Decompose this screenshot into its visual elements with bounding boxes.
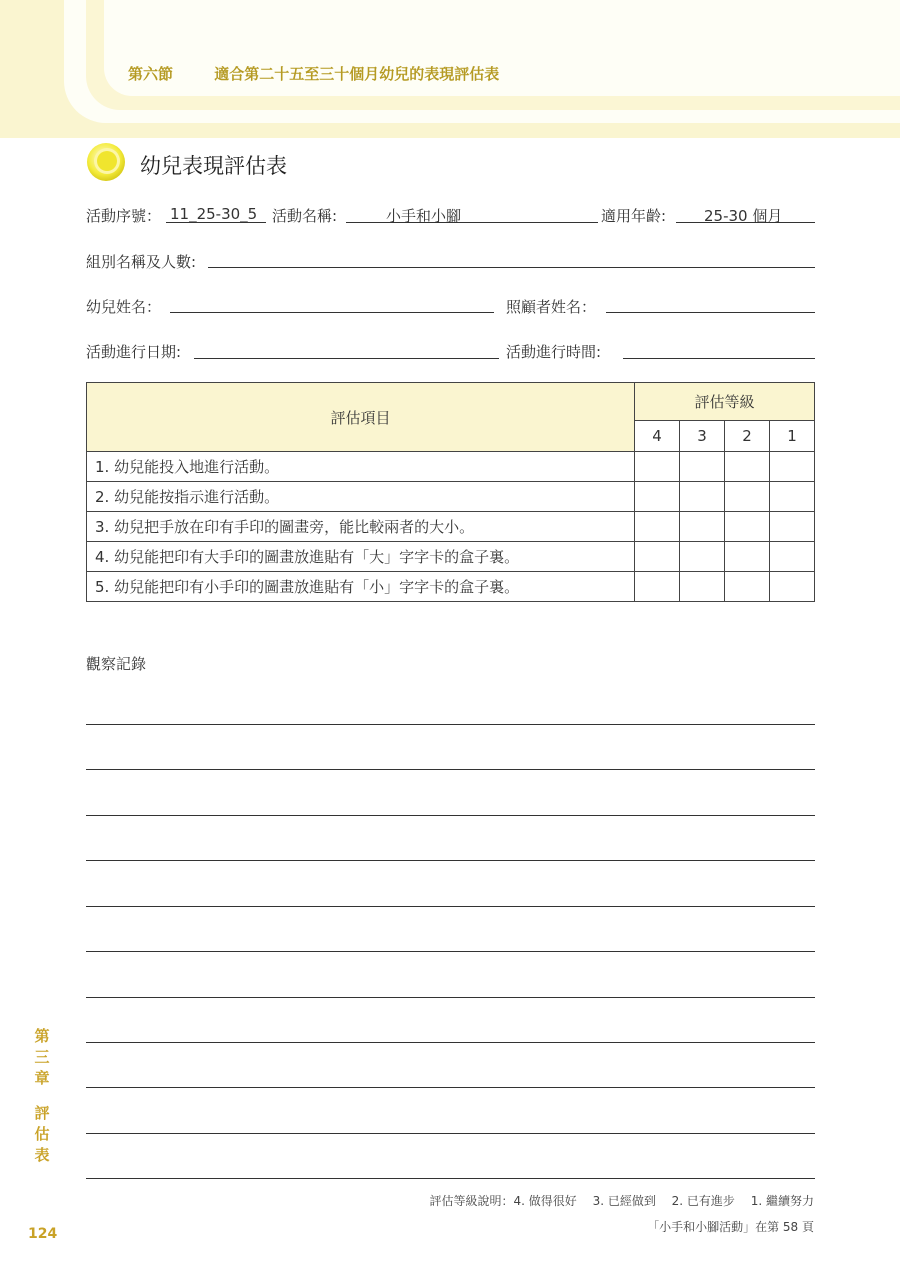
table-row xyxy=(87,452,815,482)
observation-label: 觀察記錄 xyxy=(86,655,147,673)
grade-cell[interactable] xyxy=(725,572,770,602)
grade-cell[interactable] xyxy=(635,512,680,542)
grade-cell[interactable] xyxy=(770,452,815,482)
item-text: 1. 幼兒能投入地進行活動。 xyxy=(87,452,635,482)
side-tab-gap xyxy=(30,1089,54,1103)
page-number: 124 xyxy=(28,1226,58,1242)
bullet-circle-icon xyxy=(86,142,126,182)
section-title: 適合第二十五至三十個月幼兒的表現評估表 xyxy=(214,65,500,83)
table-row xyxy=(87,572,815,602)
observation-line[interactable] xyxy=(86,1042,815,1043)
grade-cell[interactable] xyxy=(770,482,815,512)
activity-name-label: 活動名稱: xyxy=(272,207,338,225)
table-row xyxy=(87,482,815,512)
age-value[interactable]: 25-30 個月 xyxy=(704,207,783,225)
grade-cell[interactable] xyxy=(725,512,770,542)
side-tab-char: 章 xyxy=(34,1069,50,1087)
side-tab-char: 估 xyxy=(34,1125,50,1143)
observation-line[interactable] xyxy=(86,1087,815,1088)
time-label: 活動進行時間: xyxy=(506,343,602,361)
grade-1-header: 1 xyxy=(770,420,815,451)
grade-cell[interactable] xyxy=(635,482,680,512)
grade-cell[interactable] xyxy=(680,542,725,572)
side-tab-char: 第 xyxy=(34,1027,50,1045)
observation-line[interactable] xyxy=(86,815,815,816)
child-name-field[interactable] xyxy=(170,312,494,313)
grade-cell[interactable] xyxy=(635,572,680,602)
child-name-label: 幼兒姓名： xyxy=(86,298,162,316)
grade-cell[interactable] xyxy=(680,572,725,602)
observation-line[interactable] xyxy=(86,769,815,770)
activity-no-value[interactable]: 11_25-30_5 xyxy=(170,205,258,223)
side-tab-char: 評 xyxy=(34,1104,50,1122)
activity-reference: 「小手和小腳活動」在第 58 頁 xyxy=(647,1220,814,1234)
form-title: 幼兒表現評估表 xyxy=(140,154,287,178)
observation-line[interactable] xyxy=(86,860,815,861)
activity-name-underline xyxy=(346,222,598,223)
grade-cell[interactable] xyxy=(680,512,725,542)
age-label: 適用年齡: xyxy=(601,207,667,225)
item-text: 4. 幼兒能把印有大手印的圖畫放進貼有「大」字字卡的盒子裏。 xyxy=(87,542,635,572)
section-header xyxy=(128,63,499,84)
grade-cell[interactable] xyxy=(725,452,770,482)
table-row xyxy=(87,542,815,572)
item-header: 評估項目 xyxy=(87,383,635,452)
activity-no-label: 活動序號： xyxy=(86,207,162,225)
observation-line[interactable] xyxy=(86,1133,815,1134)
grade-header: 評估等級 xyxy=(635,383,815,421)
date-field[interactable] xyxy=(194,358,499,359)
grade-cell[interactable] xyxy=(770,542,815,572)
grade-cell[interactable] xyxy=(635,542,680,572)
observation-line[interactable] xyxy=(86,906,815,907)
observation-line[interactable] xyxy=(86,1178,815,1179)
time-field[interactable] xyxy=(623,358,815,359)
table-row xyxy=(87,512,815,542)
grade-4-header: 4 xyxy=(635,420,680,451)
section-number: 第六節 xyxy=(128,65,174,83)
grade-cell[interactable] xyxy=(635,452,680,482)
grade-legend: 評估等級說明：4. 做得很好 3. 已經做到 2. 已有進步 1. 繼續努力 xyxy=(429,1194,814,1208)
observation-line[interactable] xyxy=(86,724,815,725)
date-label: 活動進行日期: xyxy=(86,343,182,361)
carer-name-field[interactable] xyxy=(606,312,815,313)
grade-cell[interactable] xyxy=(725,542,770,572)
group-label: 組別名稱及人數: xyxy=(86,253,197,271)
item-text: 3. 幼兒把手放在印有手印的圖畫旁，能比較兩者的大小。 xyxy=(87,512,635,542)
carer-name-label: 照顧者姓名： xyxy=(506,298,597,316)
grade-cell[interactable] xyxy=(680,452,725,482)
grade-cell[interactable] xyxy=(770,572,815,602)
item-text: 2. 幼兒能按指示進行活動。 xyxy=(87,482,635,512)
grade-cell[interactable] xyxy=(680,482,725,512)
grade-cell[interactable] xyxy=(725,482,770,512)
observation-line[interactable] xyxy=(86,951,815,952)
evaluation-table xyxy=(86,382,815,602)
side-tab-char: 表 xyxy=(34,1146,50,1164)
grade-3-header: 3 xyxy=(680,420,725,451)
group-field[interactable] xyxy=(208,267,815,268)
activity-name-value[interactable]: 小手和小腳 xyxy=(386,207,462,225)
grade-cell[interactable] xyxy=(770,512,815,542)
observation-line[interactable] xyxy=(86,997,815,998)
grade-2-header: 2 xyxy=(725,420,770,451)
item-text: 5. 幼兒能把印有小手印的圖畫放進貼有「小」字字卡的盒子裏。 xyxy=(87,572,635,602)
side-tab-char: 三 xyxy=(34,1048,50,1066)
chapter-side-tab xyxy=(30,1026,54,1166)
